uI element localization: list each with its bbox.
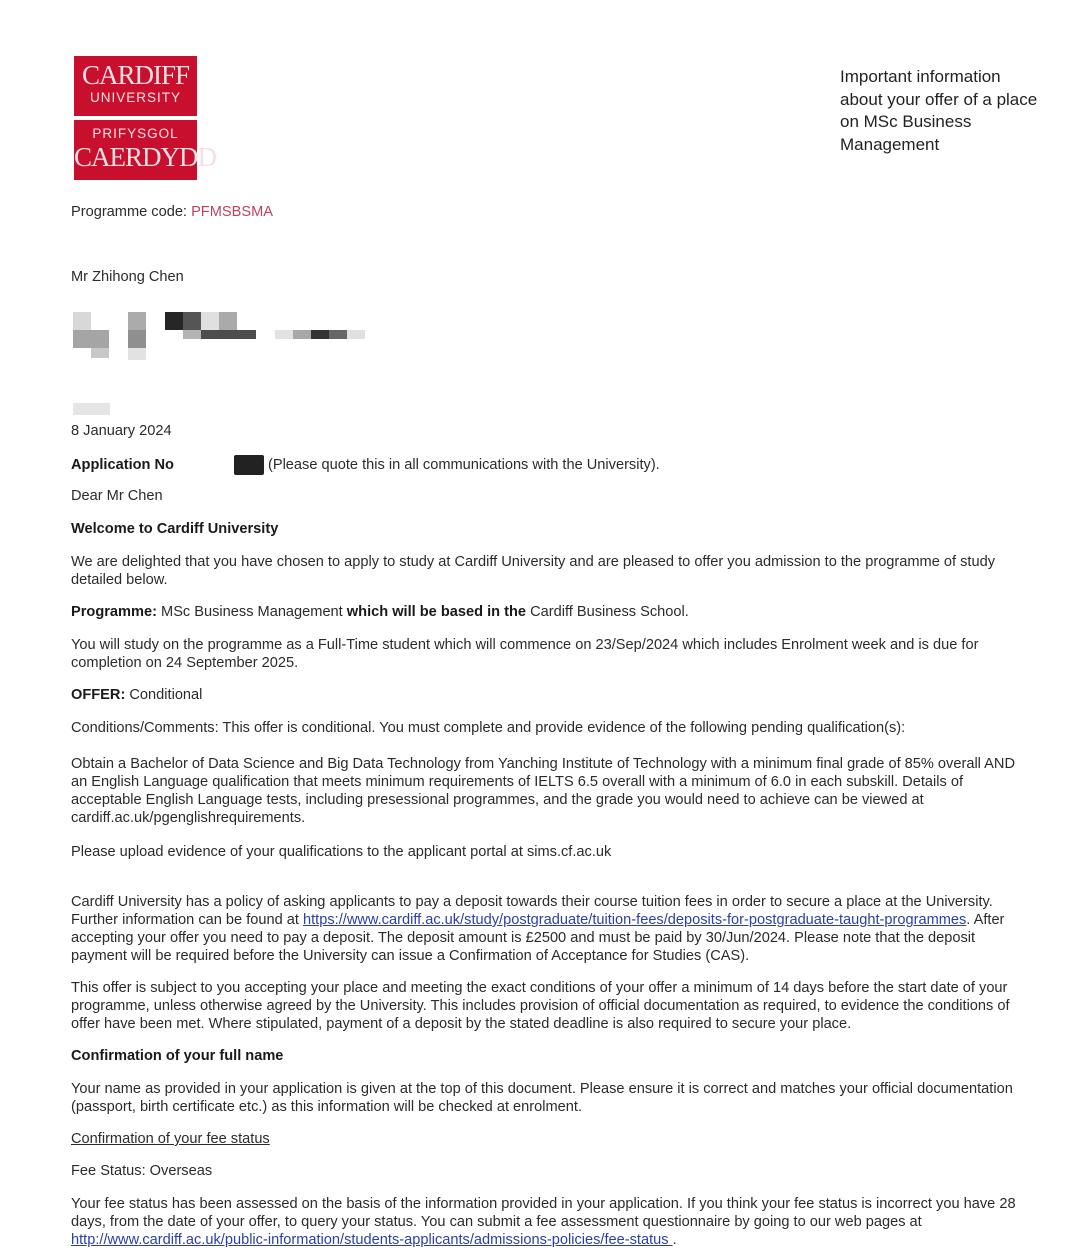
upload-note: Please upload evidence of your qualifications to the applicant portal at sims.cf.ac.uk: [71, 844, 612, 860]
fee-status-paragraph: [71, 1195, 1016, 1249]
fee-status-value: Fee Status: Overseas: [71, 1163, 213, 1179]
intro-paragraph: We are delighted that you have chosen to apply to study at Cardiff University and are pleased to offer you admission to the programme of study detailed below.: [71, 554, 995, 588]
salutation: Dear Mr Chen: [71, 488, 163, 504]
application-number-note: (Please quote this in all communications with the University).: [267, 456, 660, 473]
fee-status-heading: Confirmation of your fee status: [71, 1131, 270, 1147]
study-details: You will study on the programme as a Full-Time student which will commence on 23/Sep/2024 which includes Enrolment week and is due for completion on 24 September 2025.: [71, 637, 979, 671]
deposit-text-after: . After accepting your offer you need to pay a deposit. The deposit amount is £2500 and must be paid by 30/Jun/2024. Please note that the deposit payment will be required before the University can issue a Confirmation of Acceptance for Studies (CAS).: [71, 912, 1005, 964]
fee-status-text-before: Your fee status has been assessed on the basis of the information provided in your application. If you think your fee status is incorrect you have 28 days, from the date of your offer, to query your status. You can submit a fee assessment questionnaire by going to our web pages at: [71, 1196, 1016, 1230]
deposit-info-link[interactable]: https://www.cardiff.ac.uk/study/postgraduate/tuition-fees/deposits-for-postgraduate-taught-programmes: [303, 912, 967, 928]
offer-conditions-paragraph: This offer is subject to you accepting your place and meeting the exact conditions of your offer a minimum of 14 days before the start date of your programme, unless otherwise agreed by the University. This includes provision of official documentation as required, to evidence the conditions of offer have been met. Where stipulated, payment of a deposit by the stated deadline is also required to secure your place.: [71, 980, 1010, 1032]
programme-code-label: Programme code:: [71, 204, 187, 220]
programme-label: Programme:: [71, 604, 157, 620]
logo-welsh-block: [74, 120, 217, 180]
conditions-intro: Conditions/Comments: This offer is conditional. You must complete and provide evidence of the following pending qualification(s):: [71, 720, 906, 736]
conditions-detail: Obtain a Bachelor of Data Science and Big Data Technology from Yanching Institute of Technology with a minimum final grade of 85% overall AND an English Language qualification that meets minimum requirements of IELTS 6.5 overall with a minimum of 6.0 in each subskill. Details of acceptable English Language tests, including presessional programmes, and the grade you would need to achieve can be viewed at cardiff.ac.uk/pgenglishrequirements.: [71, 756, 1015, 826]
full-name-text: Your name as provided in your application is given at the top of this document. Please ensure it is correct and matches your official documentation (passport, birth certificate etc.) as this information will be checked at enrolment.: [71, 1081, 1013, 1115]
offer-header-note: Important information about your offer of a place on MSc Business Management: [840, 67, 1038, 154]
offer-label: OFFER:: [71, 687, 126, 703]
logo-line-caerdydd: CAERDYDD: [74, 142, 217, 172]
fee-status-link[interactable]: http://www.cardiff.ac.uk/public-information/students-applicants/admissions-policies/fee-status: [71, 1232, 673, 1248]
application-number: [71, 455, 660, 475]
cardiff-university-logo: [74, 56, 217, 180]
programme-school: Cardiff Business School.: [530, 604, 689, 620]
logo-line-prifysgol: PRIFYSGOL: [92, 126, 179, 141]
redacted-application-number: [234, 455, 264, 475]
logo-line-cardiff: CARDIFF: [81, 60, 190, 90]
programme-name: MSc Business Management: [161, 604, 343, 620]
offer-line: [71, 686, 1016, 704]
deposit-paragraph: [71, 893, 1016, 965]
application-number-label: Application No: [71, 456, 174, 473]
programme-line: [71, 603, 1016, 621]
logo-english-block: [74, 56, 197, 116]
logo-line-university: UNIVERSITY: [89, 90, 181, 105]
programme-code-value: PFMSBSMA: [191, 204, 273, 220]
offer-status: Conditional: [129, 687, 203, 703]
full-name-heading: Confirmation of your full name: [71, 1048, 284, 1064]
programme-connector: which will be based in the: [346, 604, 527, 620]
welcome-heading: Welcome to Cardiff University: [71, 521, 279, 537]
addressee-name: Mr Zhihong Chen: [71, 269, 184, 285]
programme-code: [71, 203, 273, 221]
letter-date: 8 January 2024: [71, 423, 172, 439]
fee-status-text-after: .: [672, 1232, 677, 1248]
deposit-text-before: Cardiff University has a policy of asking applicants to pay a deposit towards their course tuition fees in order to secure a place at the University. Further information can be found at: [71, 894, 993, 928]
